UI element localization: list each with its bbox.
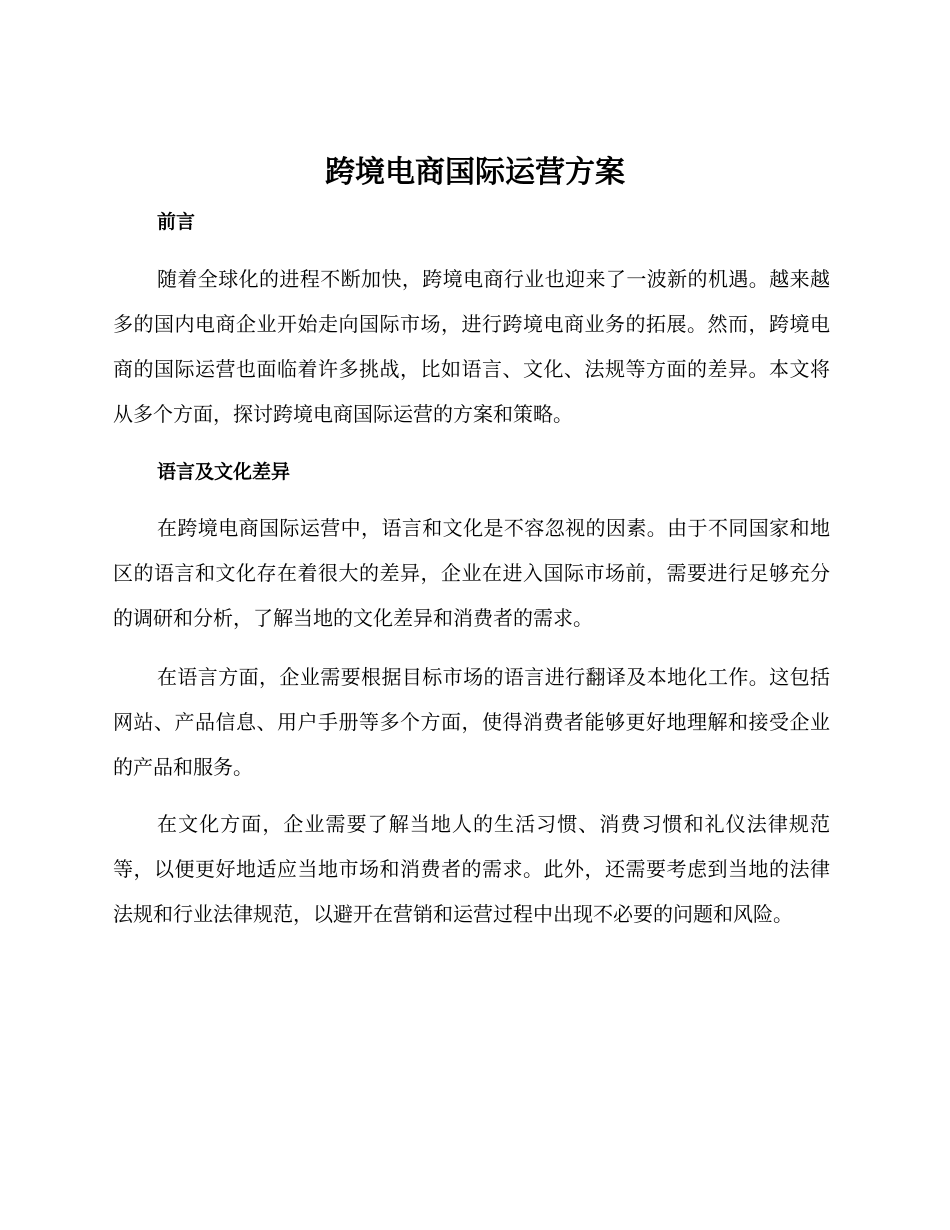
language-culture-paragraph-3: 在文化方面，企业需要了解当地人的生活习惯、消费习惯和礼仪法律规范等，以便更好地适应当地市场和消费者的需求。此外，还需要考虑到当地的法律法规和行业法律规范，以避开在营销和运营过程中出现不必要的问题和风险。 (113, 812, 830, 926)
section-heading-preface: 前言 (157, 211, 196, 233)
preface-paragraph: 随着全球化的进程不断加快，跨境电商行业也迎来了一波新的机遇。越来越多的国内电商企业开始走向国际市场，进行跨境电商业务的拓展。然而，跨境电商的国际运营也面临着许多挑战，比如语言、文化、法规等方面的差异。本文将从多个方面，探讨跨境电商国际运营的方案和策略。 (113, 267, 830, 426)
section-heading-language-culture: 语言及文化差异 (157, 461, 291, 483)
language-culture-paragraph-2: 在语言方面，企业需要根据目标市场的语言进行翻译及本地化工作。这包括网站、产品信息、用户手册等多个方面，使得消费者能够更好地理解和接受企业的产品和服务。 (113, 665, 830, 779)
language-culture-paragraph-1: 在跨境电商国际运营中，语言和文化是不容忽视的因素。由于不同国家和地区的语言和文化存在着很大的差异，企业在进入国际市场前，需要进行足够充分的调研和分析，了解当地的文化差异和消费者的需求。 (113, 516, 830, 630)
document-title: 跨境电商国际运营方案 (325, 155, 625, 190)
